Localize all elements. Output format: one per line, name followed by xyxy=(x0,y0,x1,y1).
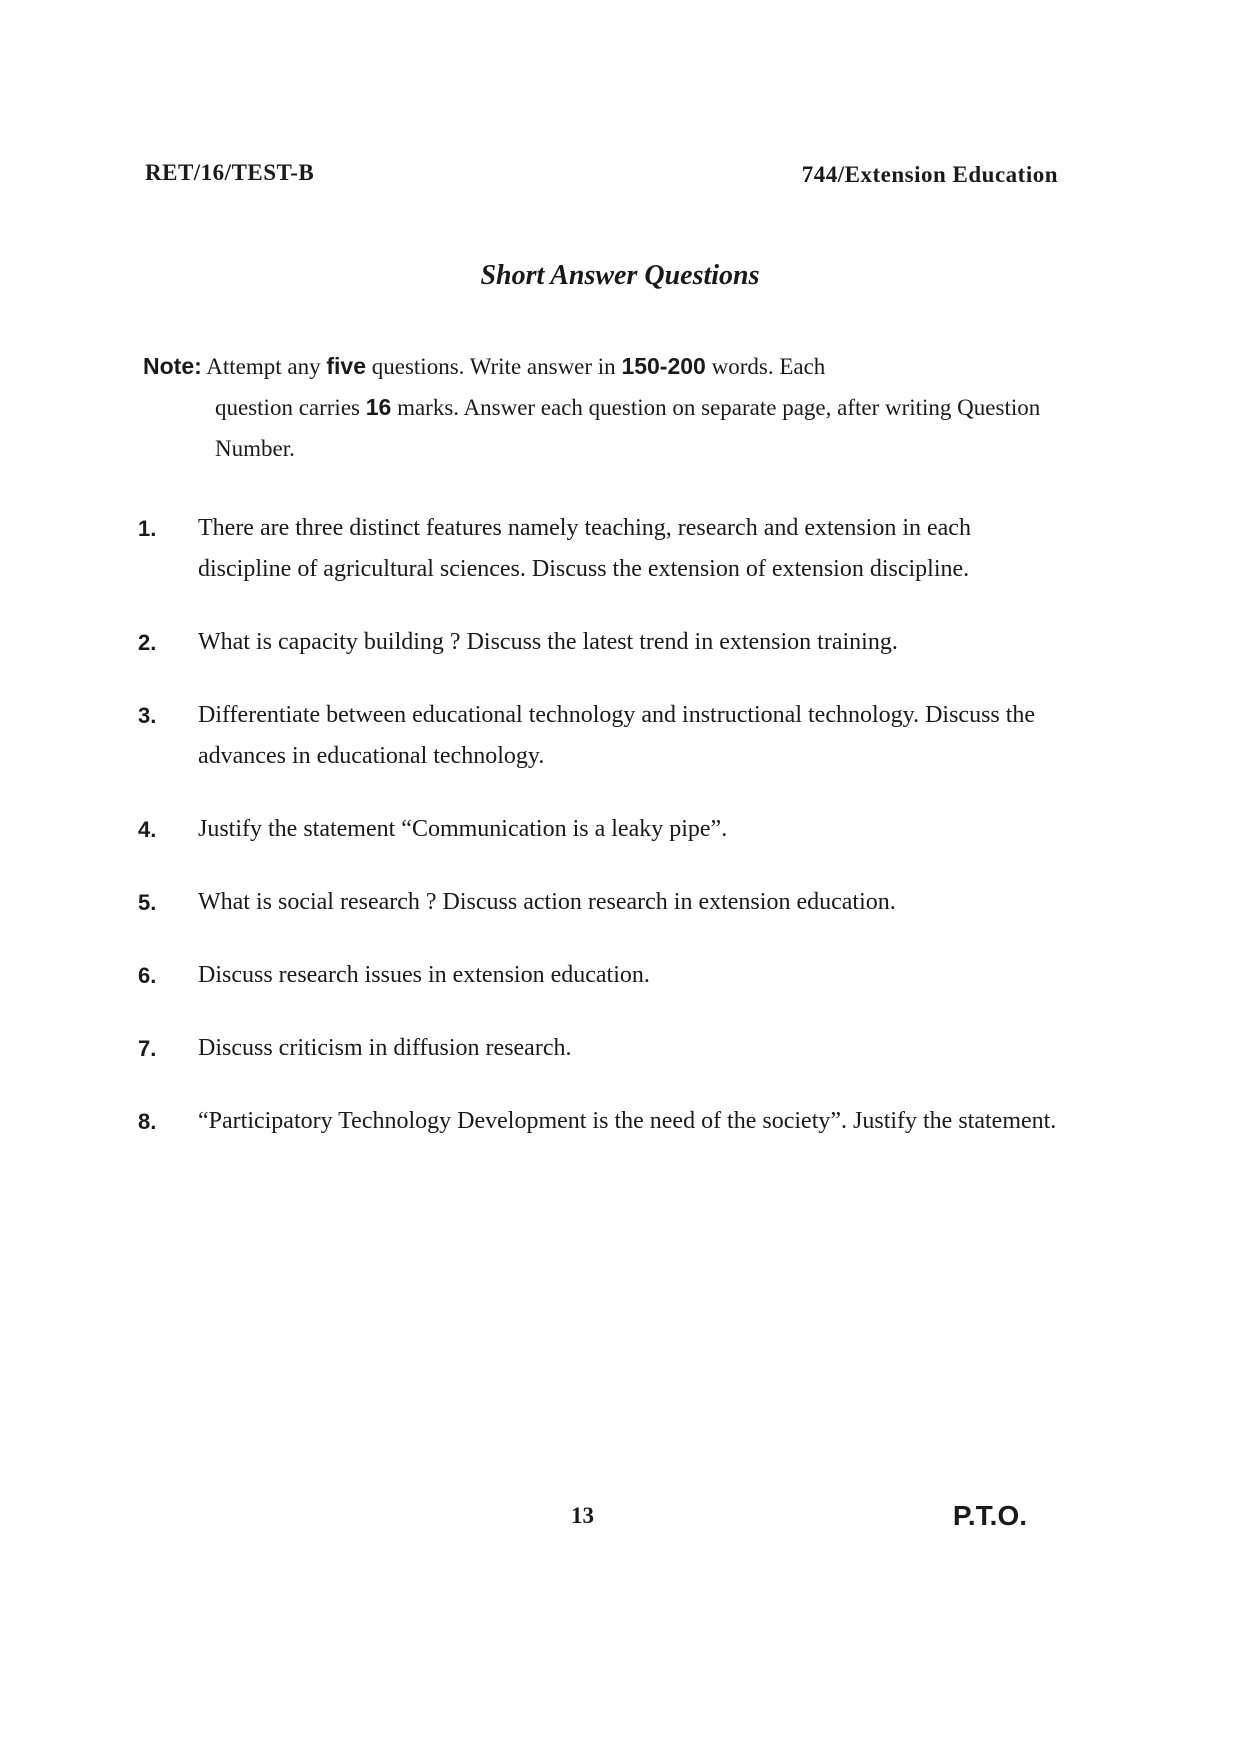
note-text-1: Attempt any xyxy=(201,354,327,379)
note-text-5: marks. Answer each question on separate page, after writing Question Number. xyxy=(215,395,1041,461)
note-text-2: questions. Write answer in xyxy=(366,354,622,379)
note-bold-word-count: 150-200 xyxy=(621,353,706,379)
page-number: 13 xyxy=(571,1503,594,1528)
question-item-5 xyxy=(138,882,1058,923)
question-number: 4. xyxy=(138,817,157,842)
question-number: 3. xyxy=(138,703,157,728)
question-number: 6. xyxy=(138,963,157,988)
note-bold-five: five xyxy=(326,353,366,379)
question-item-7 xyxy=(138,1028,1058,1069)
subject-code: 744/Extension Education xyxy=(801,162,1058,187)
question-number: 1. xyxy=(138,516,157,541)
question-text: What is social research ? Discuss action research in extension education. xyxy=(198,889,896,915)
question-number: 5. xyxy=(138,890,157,915)
note-text-3: words. Each xyxy=(705,354,826,379)
section-title: Short Answer Questions xyxy=(480,260,760,291)
question-number: 7. xyxy=(138,1036,157,1061)
question-item-3 xyxy=(138,695,1058,777)
question-text: Discuss research issues in extension education. xyxy=(198,962,650,988)
question-text: “Participatory Technology Development is the need of the society”. Justify the statement. xyxy=(198,1108,1057,1134)
question-item-6 xyxy=(138,955,1058,996)
question-text: Justify the statement “Communication is a leaky pipe”. xyxy=(198,816,728,842)
note-text-4: question carries xyxy=(215,395,366,420)
question-item-2 xyxy=(138,622,1058,663)
question-number: 8. xyxy=(138,1109,157,1134)
note-line-1 xyxy=(143,346,1063,387)
question-text: What is capacity building ? Discuss the latest trend in extension training. xyxy=(198,629,898,655)
note-line-2 xyxy=(143,387,1063,469)
question-list xyxy=(138,508,1058,1174)
question-text: Differentiate between educational technology and instructional technology. Discuss the advances in educational technology. xyxy=(198,702,1036,769)
note-label: Note: xyxy=(143,353,202,379)
please-turn-over: P.T.O. xyxy=(952,1500,1027,1531)
question-number: 2. xyxy=(138,630,157,655)
instructions-note xyxy=(143,346,1063,469)
paper-code: RET/16/TEST-B xyxy=(145,160,315,185)
question-text: There are three distinct features namely teaching, research and extension in each discipline of agricultural sciences. Discuss the extension of extension discipline. xyxy=(198,515,971,582)
note-bold-marks: 16 xyxy=(365,394,392,420)
question-text: Discuss criticism in diffusion research. xyxy=(198,1035,572,1061)
question-item-8 xyxy=(138,1101,1058,1142)
question-item-4 xyxy=(138,809,1058,850)
question-item-1 xyxy=(138,508,1058,590)
